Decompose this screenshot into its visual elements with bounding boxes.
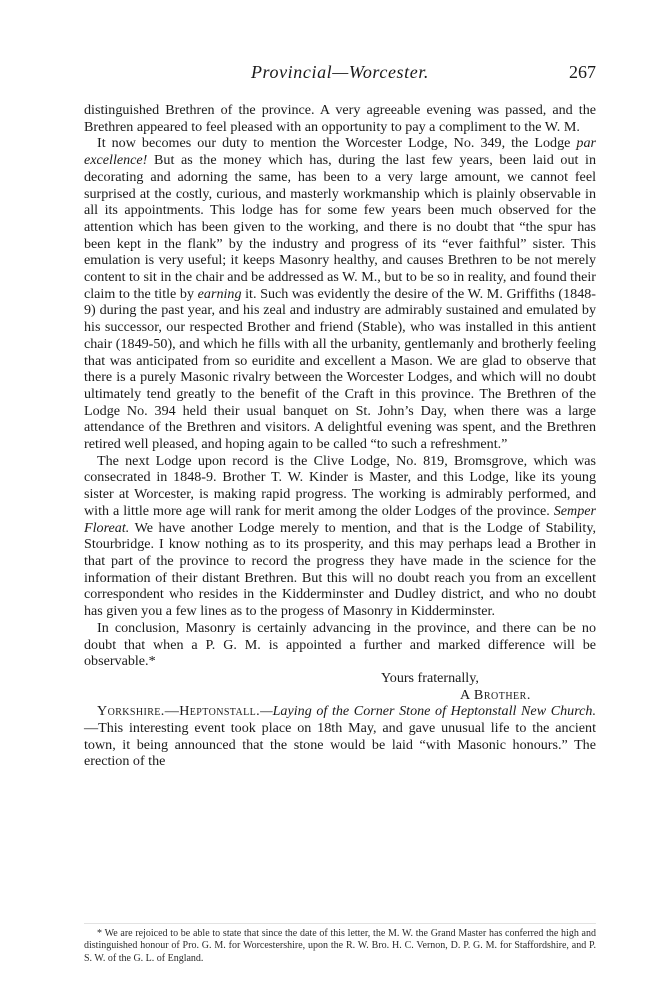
page-number: 267 [569,62,596,82]
text-run: it. Such was evidently the desire of the W. M. Griffiths (1848-9) during the past year, and his zeal and industry are admirably sustained and emulated by his successor, our respected Brother and friend (Stable), who was installed in this antient chair (1849-50), and which he fills with all the urbanity, gentlemanly and brotherly feeling that was anticipated from so euridite and excellent a Mason. We are glad to observe that there is a purely Masonic rivalry between the Worcester Lodges, and which will no doubt ultimately tend greatly to the benefit of the Craft in this province. The Brethren of the Lodge No. 394 held their usual banquet on St. John’s Day, when there was a large attendance of the Brethren and visitors. A delightful evening was spent, and the Brethren retired well pleased, and hoping again to be called “to such a refreshment.” [84,285,596,453]
text-run: The next Lodge upon record is the Clive Lodge, No. 819, Bromsgrove, which was consecrated in 1848-9. Brother T. W. Kinder is Master, and this Lodge, like its young sister at Worcester, is making rapid progress. The working is admirably performed, and with a little more age will rank for merit among the older Lodges of the province. [84,452,596,519]
text-run: —This interesting event took place on 18th May, and gave unusual life to the ancient town, it being announced that the stone would be laid “with Masonic honours.” The erection of the [84,720,596,770]
italic-run: Semper Floreat. [84,502,596,536]
italic-run: —Laying of the Corner Stone of Heptonstall New Church. [260,703,596,720]
paragraph-conclusion: In conclusion, Masonry is certainly advancing in the province, and there can be no doubt that when a P. G. M. is appointed a further and marked difference will be observable.* [84,619,596,670]
italic-run: earning [197,285,242,302]
italic-run: par excellence! [84,135,596,169]
footnote-text: * We are rejoiced to be able to state that since the date of this letter, the M. W. the Grand Master has conferred the high and distinguished honour of Pro. G. M. for Worcestershire, upon the R. W. Bro. H. C. Vernon, D. P. G. M. for Staffordshire, and P. S. W. of the G. L. of England. [84,928,596,964]
signature: A Brother. [460,686,531,703]
paragraph-worcester-lodge [84,135,596,452]
text-run: But as the money which has, during the last few years, been laid out in decorating and adorning the same, has been to a very large amount, we cannot feel surprised at the costly, curious, and masterly workmanship which is plainly observable in all its appointments. This lodge has for some few years been much observed for the attention which has been given to the working, and there is no doubt that “the spur has been kept in the flank” by the industry and progress of its “ever faithful” sister. This emulation is very useful; it keeps Masonry healthy, and causes Brethren to be not merely content to sit in the chair and be addressed as W. M., but to be so in reality, and found their claim to the title by [84,152,596,302]
footnote [84,928,596,965]
page-header [84,62,596,86]
article-body [84,102,596,770]
paragraph-clive-lodge [84,453,596,620]
section-heading: Yorkshire.—Heptonstall. [97,703,261,720]
letter-closing [84,670,596,703]
footnote-divider [84,923,596,924]
paragraph-yorkshire [84,703,596,770]
paragraph-1: distinguished Brethren of the province. A very agreeable evening was passed, and the Brethren appeared to feel pleased with an opportunity to pay a compliment to the W. M. [84,102,596,135]
running-title: Provincial—Worcester. [250,62,430,82]
salutation: Yours fraternally, [381,669,479,686]
text-run: It now becomes our duty to mention the Worcester Lodge, No. 349, the Lodge [97,135,577,152]
text-run: We have another Lodge merely to mention, and that is the Lodge of Stability, Stourbridge. I know nothing as to its prosperity, and this may perhaps lead a Brother in that part of the province to record the progress they have made in the science for the information of their distant Brethren. But this will no doubt reach you from an excellent correspondent who resides in the Kidderminster and Dudley district, and who no doubt has given you a few lines as to the progess of Masonry in Kidderminster. [84,519,596,620]
